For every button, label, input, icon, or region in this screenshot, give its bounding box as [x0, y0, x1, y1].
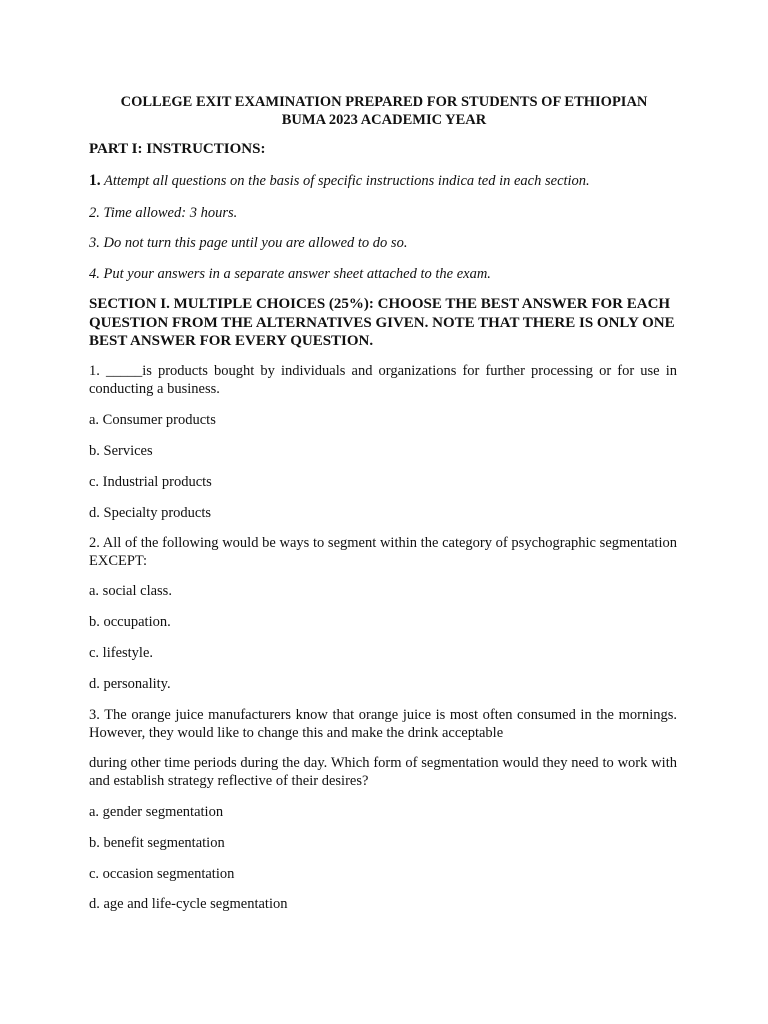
question-3-option-c: c. occasion segmentation — [89, 866, 235, 882]
question-3-option-b: b. benefit segmentation — [89, 835, 225, 851]
question-2-text: 2. All of the following would be ways to segment within the category of psychographic segmentation EXCEPT: — [89, 535, 677, 569]
instruction-2: 2. Time allowed: 3 hours. — [89, 205, 238, 221]
question-1-option-c: c. Industrial products — [89, 474, 212, 490]
instruction-1-number: 1. — [89, 172, 101, 189]
instruction-1 — [89, 172, 590, 190]
question-2-option-c: c. lifestyle. — [89, 645, 154, 661]
instruction-3: 3. Do not turn this page until you are allowed to do so. — [89, 235, 408, 251]
question-3-text: 3. The orange juice manufacturers know that orange juice is most often consumed in the mornings. However, they would like to change this and make the drink acceptable — [89, 707, 677, 741]
exam-title-line-1: COLLEGE EXIT EXAMINATION PREPARED FOR STUDENTS OF ETHIOPIAN — [120, 94, 648, 110]
instruction-4: 4. Put your answers in a separate answer sheet attached to the exam. — [89, 266, 491, 282]
question-3-option-a: a. gender segmentation — [89, 804, 224, 820]
question-2-option-d: d. personality. — [89, 676, 171, 692]
question-1-text: 1. _____is products bought by individuals and organizations for further processing or for use in conducting a business. — [89, 363, 677, 397]
question-3-option-d: d. age and life-cycle segmentation — [89, 896, 288, 912]
exam-title-line-2: BUMA 2023 ACADEMIC YEAR — [281, 112, 487, 128]
question-1-option-a: a. Consumer products — [89, 412, 216, 428]
question-3-text-continued: during other time periods during the day. Which form of segmentation would they need to work with and establish strategy reflective of their desires? — [89, 755, 677, 789]
instruction-1-text: Attempt all questions on the basis of specific instructions indica ted in each section. — [104, 173, 590, 189]
section-heading: SECTION I. MULTIPLE CHOICES (25%): CHOOSE THE BEST ANSWER FOR EACH QUESTION FROM THE ALTERNATIVES GIVEN. NOTE THAT THERE IS ONLY ONE BEST ANSWER FOR EVERY QUESTION. — [89, 296, 675, 349]
part-heading: PART I: INSTRUCTIONS: — [89, 141, 266, 157]
question-2-option-a: a. social class. — [89, 583, 172, 599]
question-2-option-b: b. occupation. — [89, 614, 171, 630]
question-1-option-b: b. Services — [89, 443, 153, 459]
question-1-option-d: d. Specialty products — [89, 505, 212, 521]
